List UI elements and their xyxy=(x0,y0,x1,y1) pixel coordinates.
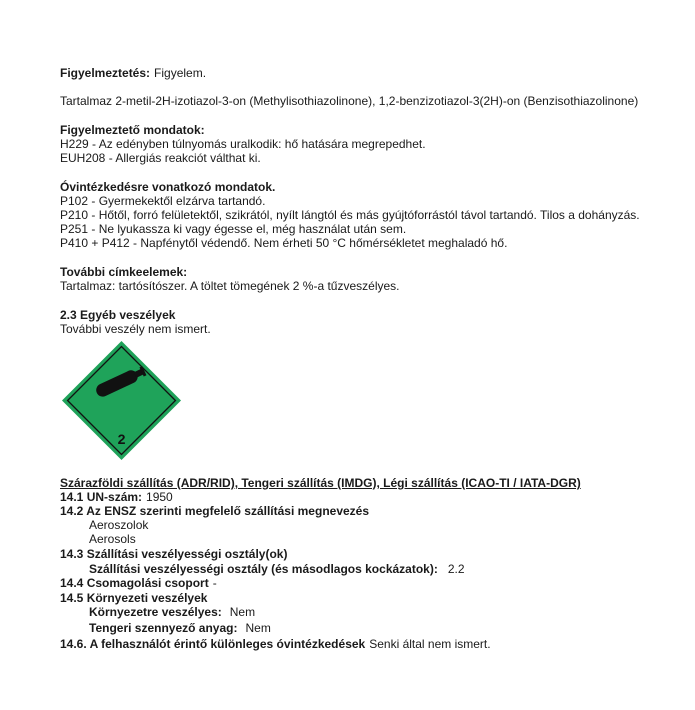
environmental-hazards-label: 14.5 Környezeti veszélyek xyxy=(60,591,208,605)
precautionary-p102: P102 - Gyermekektől elzárva tartandó. xyxy=(60,194,266,208)
other-hazards-title: 2.3 Egyéb veszélyek xyxy=(60,308,176,322)
other-hazards-text: További veszély nem ismert. xyxy=(60,322,211,336)
warning-label: Figyelmeztetés: xyxy=(60,66,151,80)
precautionary-title: Óvintézkedésre vonatkozó mondatok. xyxy=(60,180,276,194)
precautionary-p251: P251 - Ne lyukassza ki vagy égesse el, még használat után sem. xyxy=(60,222,407,236)
un-number-value: 1950 xyxy=(146,490,173,504)
hazard-class-sub-label: Szállítási veszélyességi osztály (és másodlagos kockázatok): xyxy=(89,562,438,576)
warning-value: Figyelem. xyxy=(154,66,207,80)
hazard-class-sub-line xyxy=(89,562,465,576)
additional-labels-title: További címkeelemek: xyxy=(60,265,188,279)
shipping-name-hu: Aeroszolok xyxy=(89,518,149,532)
gas-cylinder-pictogram xyxy=(61,340,182,461)
environmental-hazard-label: Környezetre veszélyes: xyxy=(89,605,222,619)
environmental-hazard-value: Nem xyxy=(229,605,256,619)
packing-group-label: 14.4 Csomagolási csoport xyxy=(60,576,209,590)
contains-line: Tartalmaz 2-metil-2H-izotiazol-3-on (Methylisothiazolinone), 1,2-benzizotiazol-3(2H)-on (Benzisothiazolinone) xyxy=(60,94,639,108)
shipping-name-label: 14.2 Az ENSZ szerinti megfelelő szállítási megnevezés xyxy=(60,504,370,518)
hazard-class-label: 14.3 Szállítási veszélyességi osztály(ok) xyxy=(60,547,288,561)
hazard-statement-euh208: EUH208 - Allergiás reakciót válthat ki. xyxy=(60,151,261,165)
marine-pollutant-value: Nem xyxy=(245,621,271,635)
special-precautions-value: Senki által nem ismert. xyxy=(369,637,491,651)
hazard-statement-h229: H229 - Az edényben túlnyomás uralkodik: hő hatására megrepedhet. xyxy=(60,137,426,151)
pictogram-class-number: 2 xyxy=(117,430,126,447)
packing-group-line xyxy=(60,576,217,590)
marine-pollutant-label: Tengeri szennyező anyag: xyxy=(89,621,238,635)
packing-group-value: - xyxy=(212,576,217,590)
precautionary-p210: P210 - Hőtől, forró felületektől, szikrától, nyílt lángtól és más gyújtóforrástól távol tartandó. Tilos a dohányzás. xyxy=(60,208,640,222)
special-precautions-line xyxy=(60,637,491,651)
precautionary-p410: P410 + P412 - Napfénytől védendő. Nem érheti 50 °C hőmérsékletet meghaladó hő. xyxy=(60,236,508,250)
warning-line xyxy=(60,66,206,80)
un-number-label: 14.1 UN-szám: xyxy=(60,490,143,504)
special-precautions-label: 14.6. A felhasználót érintő különleges óvintézkedések xyxy=(60,637,366,651)
hazard-class-sub-value: 2.2 xyxy=(447,562,465,576)
shipping-name-en: Aerosols xyxy=(89,532,136,546)
hazard-statements-title: Figyelmeztető mondatok: xyxy=(60,123,205,137)
additional-labels-text: Tartalmaz: tartósítószer. A töltet tömegének 2 %-a tűzveszélyes. xyxy=(60,279,400,293)
environmental-hazard-line xyxy=(89,605,255,619)
marine-pollutant-line xyxy=(89,621,271,635)
un-number-line xyxy=(60,490,173,504)
transport-heading: Szárazföldi szállítás (ADR/RID), Tengeri szállítás (IMDG), Légi szállítás (ICAO-TI / IATA-DGR) xyxy=(60,476,581,490)
